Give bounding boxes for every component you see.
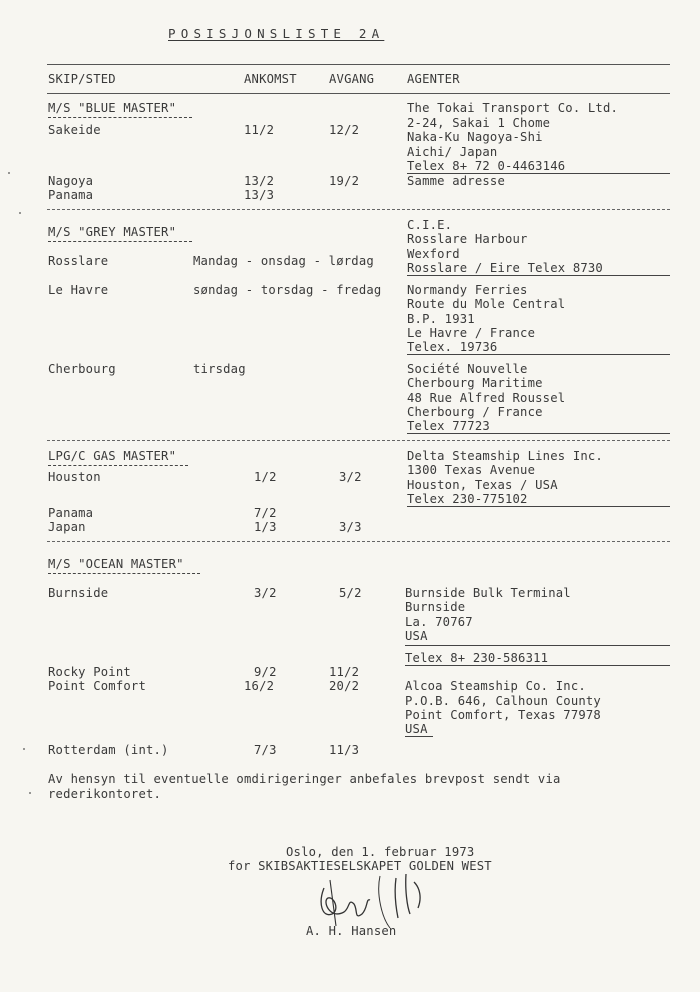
departure: 3/3	[339, 520, 362, 534]
signer-name: A. H. Hansen	[306, 924, 397, 938]
arrival: 3/2	[254, 586, 277, 600]
departure: 11/3	[329, 743, 360, 757]
agent-line: Normandy Ferries	[407, 283, 528, 297]
agent-line: C.I.E.	[407, 218, 453, 232]
header-rule-bottom	[47, 93, 670, 94]
arrival: 13/3	[244, 188, 275, 202]
place: Rosslare	[48, 254, 109, 268]
agent-line: 2-24, Sakai 1 Chome	[407, 116, 551, 130]
agent-line: USA	[405, 629, 428, 643]
departure: 19/2	[329, 174, 360, 188]
agent-line: La. 70767	[405, 615, 473, 629]
margin-mark	[23, 748, 25, 750]
ship-name-grey-master: M/S "GREY MASTER"	[48, 225, 177, 239]
agent-line: Houston, Texas / USA	[407, 478, 558, 492]
section-divider	[47, 440, 670, 441]
agent-line: Telex 77723	[407, 419, 490, 433]
schedule-days: tirsdag	[193, 362, 246, 376]
agent-line: Telex 230-775102	[407, 492, 528, 506]
ship-name-underline	[48, 117, 192, 118]
arrival: 11/2	[244, 123, 275, 137]
place-date: Oslo, den 1. februar 1973	[286, 845, 475, 859]
agent-underline	[405, 645, 670, 646]
header-avgang: AVGANG	[329, 72, 375, 86]
place: Panama	[48, 506, 94, 520]
agent-underline	[405, 736, 433, 737]
place: Nagoya	[48, 174, 94, 188]
header-rule-top	[47, 64, 670, 65]
agent-line: USA	[405, 722, 428, 736]
agent-line: Route du Mole Central	[407, 297, 566, 311]
agent-underline	[405, 665, 670, 666]
arrival: 9/2	[254, 665, 277, 679]
ship-name-ocean-master: M/S "OCEAN MASTER"	[48, 557, 184, 571]
departure: 3/2	[339, 470, 362, 484]
agent-line: 1300 Texas Avenue	[407, 463, 536, 477]
agent-underline	[407, 433, 670, 434]
margin-mark	[29, 792, 31, 794]
agent-line: Delta Steamship Lines Inc.	[407, 449, 603, 463]
agent-line: P.O.B. 646, Calhoun County	[405, 694, 601, 708]
header-agenter: AGENTER	[407, 72, 460, 86]
ship-name-underline	[48, 465, 188, 466]
place: Sakeide	[48, 123, 101, 137]
agent-line: Rosslare Harbour	[407, 232, 528, 246]
margin-mark	[8, 172, 10, 174]
agent-line: Rosslare / Eire Telex 8730	[407, 261, 603, 275]
place: Point Comfort	[48, 679, 146, 693]
agent-underline	[407, 506, 670, 507]
agent-line: Point Comfort, Texas 77978	[405, 708, 601, 722]
departure: 12/2	[329, 123, 360, 137]
agent-line: Telex. 19736	[407, 340, 498, 354]
ship-name-gas-master: LPG/C GAS MASTER"	[48, 449, 177, 463]
arrival: 7/2	[254, 506, 277, 520]
agent-line: Telex 8+ 72 0-4463146	[407, 159, 566, 173]
company-line: for SKIBSAKTIESELSKAPET GOLDEN WEST	[228, 859, 492, 873]
agent-line: Alcoa Steamship Co. Inc.	[405, 679, 586, 693]
arrival: 7/3	[254, 743, 277, 757]
agent-line: Aichi/ Japan	[407, 145, 498, 159]
departure: 5/2	[339, 586, 362, 600]
place: Japan	[48, 520, 86, 534]
place: Rotterdam (int.)	[48, 743, 169, 757]
agent-line: Burnside	[405, 600, 466, 614]
agent-line: The Tokai Transport Co. Ltd.	[407, 101, 619, 115]
ship-name-underline	[48, 241, 192, 242]
header-ankomst: ANKOMST	[244, 72, 297, 86]
agent-line: Telex 8+ 230-586311	[405, 651, 549, 665]
agent-line: Le Havre / France	[407, 326, 536, 340]
document-title: POSISJONSLISTE 2A	[168, 26, 385, 41]
place: Burnside	[48, 586, 109, 600]
place: Cherbourg	[48, 362, 116, 376]
departure: 11/2	[329, 665, 360, 679]
agent-line: Cherbourg Maritime	[407, 376, 543, 390]
departure: 20/2	[329, 679, 360, 693]
agent-line: Société Nouvelle	[407, 362, 528, 376]
agent-line: Naka-Ku Nagoya-Shi	[407, 130, 543, 144]
ship-name-blue-master: M/S "BLUE MASTER"	[48, 101, 177, 115]
note-line: Av hensyn til eventuelle omdirigeringer anbefales brevpost sendt via	[48, 772, 561, 786]
arrival: 16/2	[244, 679, 275, 693]
agent-line: Wexford	[407, 247, 460, 261]
agent-underline	[407, 275, 670, 276]
arrival: 1/2	[254, 470, 277, 484]
schedule-days: Mandag - onsdag - lørdag	[193, 254, 374, 268]
ship-name-underline	[48, 573, 200, 574]
agent-line: 48 Rue Alfred Roussel	[407, 391, 566, 405]
note-line: rederikontoret.	[48, 787, 162, 801]
margin-mark	[19, 212, 21, 214]
agent-line: Burnside Bulk Terminal	[405, 586, 571, 600]
arrival: 13/2	[244, 174, 275, 188]
agent-underline	[407, 354, 670, 355]
header-skip-sted: SKIP/STED	[48, 72, 116, 86]
arrival: 1/3	[254, 520, 277, 534]
section-divider	[47, 209, 670, 210]
place: Panama	[48, 188, 94, 202]
agent-line: Samme adresse	[407, 174, 505, 188]
place: Le Havre	[48, 283, 109, 297]
place: Houston	[48, 470, 101, 484]
section-divider	[47, 541, 670, 542]
agent-line: B.P. 1931	[407, 312, 475, 326]
place: Rocky Point	[48, 665, 131, 679]
schedule-days: søndag - torsdag - fredag	[193, 283, 382, 297]
agent-line: Cherbourg / France	[407, 405, 543, 419]
